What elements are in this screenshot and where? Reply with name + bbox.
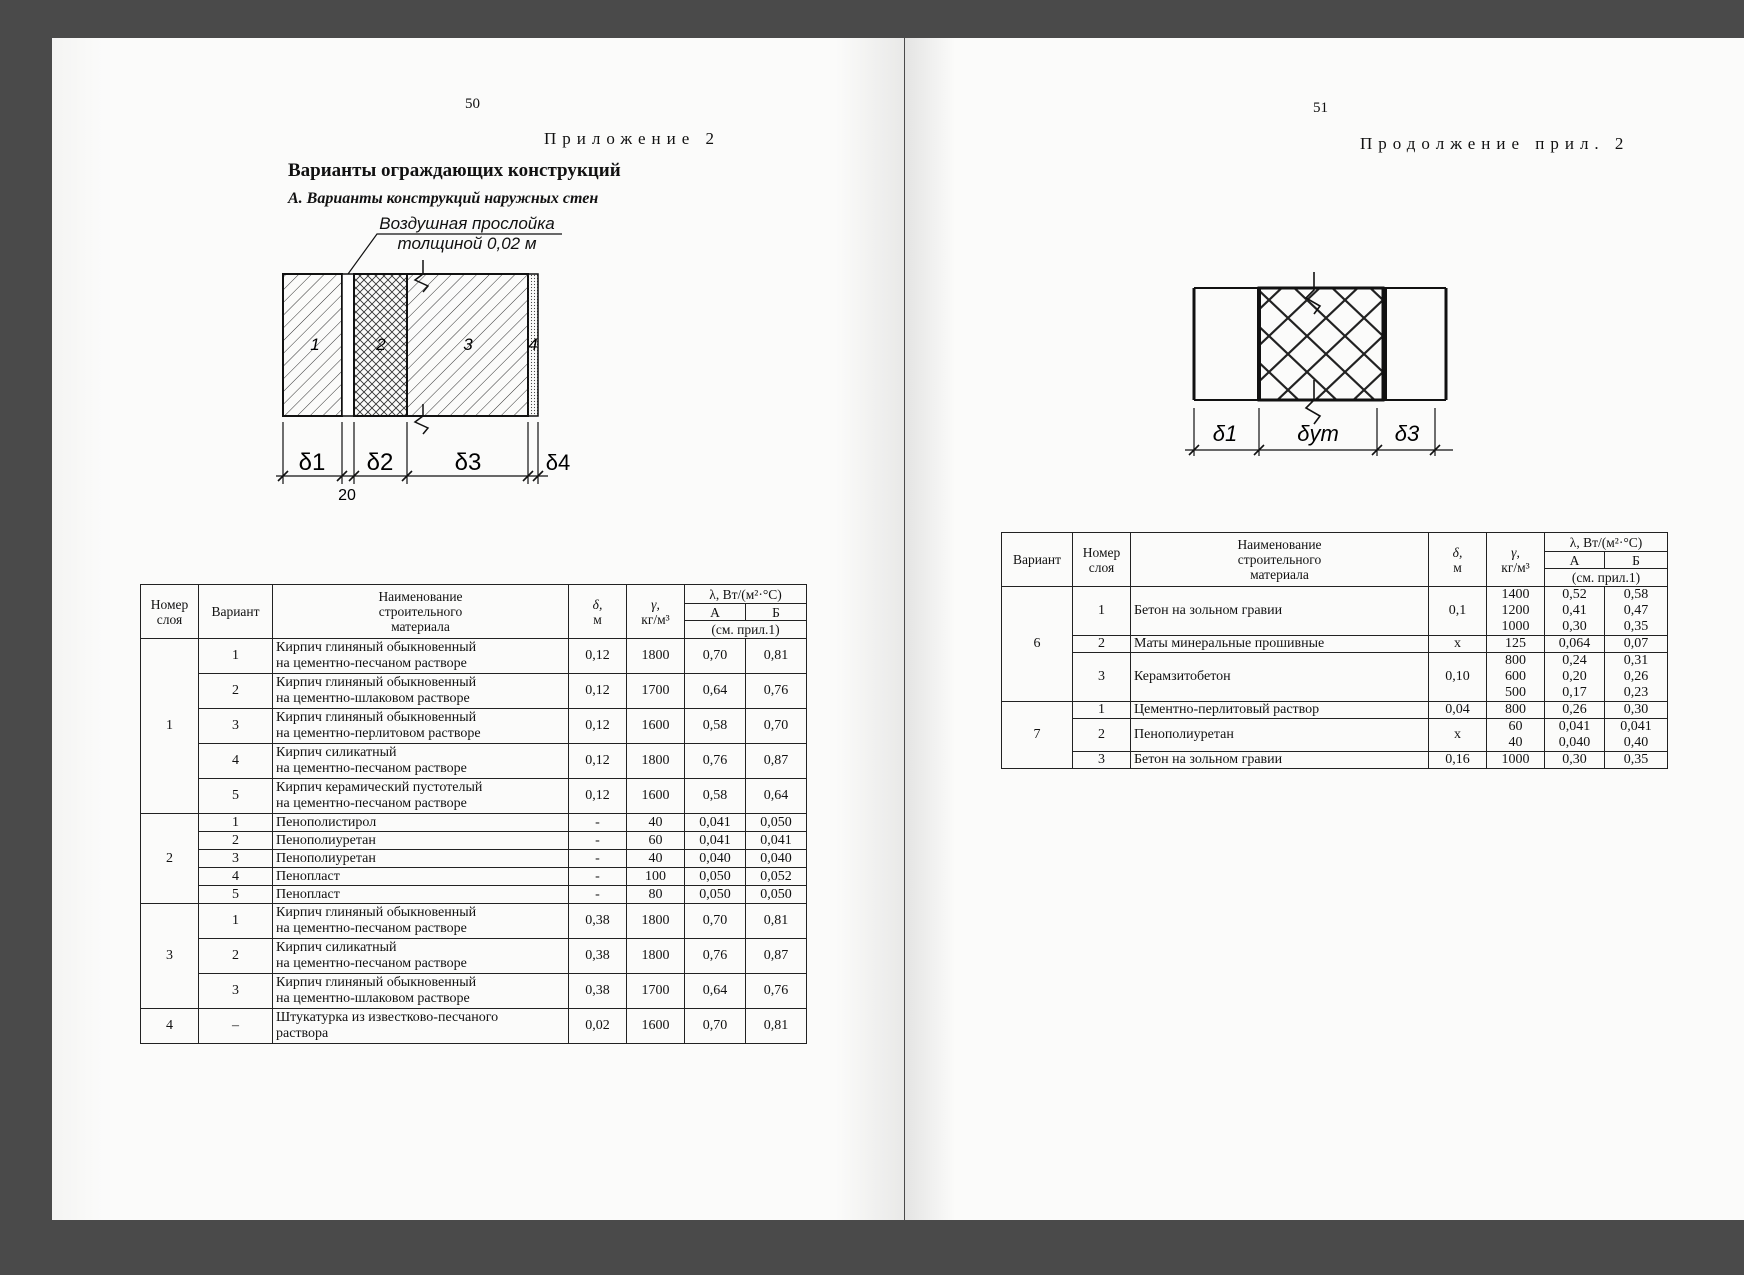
layer-number-cell: 3 (1073, 653, 1131, 702)
lambda-b-cell: 0,76 (746, 674, 807, 709)
col-header-a: А (685, 604, 746, 621)
lambda-b-cell: 0,041 (746, 832, 807, 850)
page-number: 50 (465, 96, 480, 112)
lambda-a-cell: 0,76 (685, 744, 746, 779)
layer-number-cell: 1 (1073, 702, 1131, 719)
air-gap (342, 274, 354, 416)
gamma-cell: 40 (627, 814, 685, 832)
variant-cell: – (199, 1009, 273, 1044)
table-row (141, 709, 807, 744)
gamma-cell: 1800 (627, 939, 685, 974)
lambda-a-cell: 0,64 (685, 974, 746, 1009)
lambda-a-cell: 0,050 (685, 868, 746, 886)
col-header-gamma: γ, кг/м³ (627, 585, 685, 639)
variant-cell: 2 (199, 832, 273, 850)
layer-number-cell: 2 (141, 814, 199, 904)
material-cell: Бетон на зольном гравии (1131, 587, 1429, 636)
lambda-b-cell: 0,041 0,40 (1605, 719, 1668, 752)
lambda-b-cell: 0,64 (746, 779, 807, 814)
section-title: Варианты ограждающих конструкций (288, 160, 621, 181)
dim-label-delta1: δ1 (1212, 421, 1238, 446)
delta-cell: - (569, 850, 627, 868)
material-cell: Кирпич силикатный на цементно-песчаном растворе (273, 744, 569, 779)
col-header-lambda: λ, Вт/(м²·°С) (1545, 533, 1668, 552)
layer-label-4: 4 (528, 335, 538, 354)
delta-cell: 0,38 (569, 974, 627, 1009)
gamma-cell: 1600 (627, 709, 685, 744)
lambda-a-cell: 0,050 (685, 886, 746, 904)
table-row (141, 904, 807, 939)
col-header-delta: δ, м (1429, 533, 1487, 587)
lambda-a-cell: 0,58 (685, 779, 746, 814)
gamma-cell: 100 (627, 868, 685, 886)
gamma-cell: 1800 (627, 744, 685, 779)
gamma-cell: 1400 1200 1000 (1487, 587, 1545, 636)
delta-cell: - (569, 886, 627, 904)
variant-cell: 1 (199, 814, 273, 832)
layer-number-cell: 2 (1073, 719, 1131, 752)
gamma-cell: 60 (627, 832, 685, 850)
col-header-note: (см. прил.1) (685, 621, 807, 639)
col-header-variant: Вариант (1002, 533, 1073, 587)
lambda-a-cell: 0,041 0,040 (1545, 719, 1605, 752)
lambda-b-cell: 0,76 (746, 974, 807, 1009)
variant-cell: 2 (199, 674, 273, 709)
delta-cell: x (1429, 719, 1487, 752)
delta-cell: - (569, 832, 627, 850)
lambda-a-cell: 0,58 (685, 709, 746, 744)
lambda-a-cell: 0,064 (1545, 636, 1605, 653)
layer-label-1: 1 (310, 335, 320, 354)
variant-cell: 5 (199, 886, 273, 904)
material-cell: Штукатурка из известково-песчаного раствора (273, 1009, 569, 1044)
table-row (141, 779, 807, 814)
material-cell: Кирпич силикатный на цементно-песчаном растворе (273, 939, 569, 974)
dim-label-delta1: δ1 (298, 449, 326, 476)
gamma-cell: 1600 (627, 779, 685, 814)
lambda-a-cell: 0,70 (685, 1009, 746, 1044)
layer-label-3: 3 (463, 335, 473, 354)
lambda-b-cell: 0,040 (746, 850, 807, 868)
air-gap-annotation: Воздушная прослойка толщиной 0,02 м (379, 214, 555, 253)
lambda-b-cell: 0,30 (1605, 702, 1668, 719)
material-cell: Кирпич керамический пустотелый на цементно-песчаном растворе (273, 779, 569, 814)
material-cell: Кирпич глиняный обыкновенный на цементно-песчаном растворе (273, 639, 569, 674)
material-cell: Маты минеральные прошивные (1131, 636, 1429, 653)
lambda-a-cell: 0,24 0,20 0,17 (1545, 653, 1605, 702)
lambda-b-cell: 0,87 (746, 744, 807, 779)
lambda-b-cell: 0,81 (746, 1009, 807, 1044)
table-row (141, 939, 807, 974)
material-cell: Цементно-перлитовый раствор (1131, 702, 1429, 719)
delta-cell: 0,02 (569, 1009, 627, 1044)
table-row (1002, 587, 1668, 636)
variant-cell: 5 (199, 779, 273, 814)
col-header-layer: Номер слоя (1073, 533, 1131, 587)
continuation-label: Продолжение прил. 2 (1360, 134, 1630, 153)
col-header-note: (см. прил.1) (1545, 569, 1668, 587)
layer-number-cell: 3 (141, 904, 199, 1009)
lambda-a-cell: 0,70 (685, 904, 746, 939)
delta-cell: 0,12 (569, 639, 627, 674)
lambda-a-cell: 0,30 (1545, 752, 1605, 769)
table-row (141, 832, 807, 850)
col-header-a: А (1545, 552, 1605, 569)
delta-cell: - (569, 868, 627, 886)
gamma-cell: 1700 (627, 674, 685, 709)
lambda-a-cell: 0,041 (685, 814, 746, 832)
col-header-layer: Номер слоя (141, 585, 199, 639)
delta-cell: 0,04 (1429, 702, 1487, 719)
lambda-b-cell: 0,050 (746, 886, 807, 904)
lambda-b-cell: 0,70 (746, 709, 807, 744)
lambda-a-cell: 0,64 (685, 674, 746, 709)
material-cell: Кирпич глиняный обыкновенный на цементно-перлитовом растворе (273, 709, 569, 744)
table-row (141, 674, 807, 709)
table-row (1002, 719, 1668, 752)
dim-label-delta4: δ4 (545, 450, 571, 475)
right-page (905, 38, 1744, 1220)
variant-cell: 7 (1002, 702, 1073, 769)
delta-cell: x (1429, 636, 1487, 653)
variant-cell: 1 (199, 904, 273, 939)
appendix-label: Приложение 2 (544, 129, 720, 148)
lambda-b-cell: 0,81 (746, 904, 807, 939)
delta-cell: 0,1 (1429, 587, 1487, 636)
layer-number-cell: 2 (1073, 636, 1131, 653)
lambda-a-cell: 0,70 (685, 639, 746, 674)
variant-cell: 4 (199, 744, 273, 779)
col-header-delta: δ, м (569, 585, 627, 639)
delta-cell: 0,16 (1429, 752, 1487, 769)
material-cell: Кирпич глиняный обыкновенный на цементно-шлаковом растворе (273, 974, 569, 1009)
table-row (141, 814, 807, 832)
sandwich-wall-figure (1155, 228, 1515, 458)
lambda-b-cell: 0,81 (746, 639, 807, 674)
page-number: 51 (1313, 100, 1328, 116)
material-cell: Бетон на зольном гравии (1131, 752, 1429, 769)
layer-number-cell: 4 (141, 1009, 199, 1044)
variant-cell: 4 (199, 868, 273, 886)
gamma-cell: 125 (1487, 636, 1545, 653)
lambda-b-cell: 0,052 (746, 868, 807, 886)
variant-cell: 3 (199, 709, 273, 744)
lambda-b-cell: 0,07 (1605, 636, 1668, 653)
table-row (1002, 653, 1668, 702)
table-row (141, 850, 807, 868)
gamma-cell: 1700 (627, 974, 685, 1009)
col-header-material: Наименование строительного материала (273, 585, 569, 639)
table-row (1002, 752, 1668, 769)
col-header-b: Б (1605, 552, 1668, 569)
table-row (141, 886, 807, 904)
material-cell: Пенополиуретан (273, 832, 569, 850)
col-header-variant: Вариант (199, 585, 273, 639)
delta-cell: 0,38 (569, 939, 627, 974)
layer-number-cell: 3 (1073, 752, 1131, 769)
table-row (1002, 702, 1668, 719)
gamma-cell: 60 40 (1487, 719, 1545, 752)
delta-cell: 0,38 (569, 904, 627, 939)
materials-table (140, 584, 807, 1044)
table-row (141, 639, 807, 674)
col-header-material: Наименование строительного материала (1131, 533, 1429, 587)
material-cell: Кирпич глиняный обыкновенный на цементно-песчаном растворе (273, 904, 569, 939)
lambda-b-cell: 0,58 0,47 0,35 (1605, 587, 1668, 636)
lambda-b-cell: 0,31 0,26 0,23 (1605, 653, 1668, 702)
dim-label-delta3: δ3 (1394, 421, 1420, 446)
lambda-b-cell: 0,35 (1605, 752, 1668, 769)
variant-cell: 3 (199, 850, 273, 868)
delta-cell: 0,12 (569, 779, 627, 814)
table-row (141, 868, 807, 886)
lambda-a-cell: 0,040 (685, 850, 746, 868)
table-row (141, 744, 807, 779)
variant-cell: 3 (199, 974, 273, 1009)
material-cell: Керамзитобетон (1131, 653, 1429, 702)
material-cell: Пенополиуретан (1131, 719, 1429, 752)
material-cell: Пенопласт (273, 868, 569, 886)
gamma-cell: 1800 (627, 639, 685, 674)
insulation-layer (1259, 288, 1383, 400)
material-cell: Пенополиуретан (273, 850, 569, 868)
gamma-cell: 800 600 500 (1487, 653, 1545, 702)
section-subtitle: А. Варианты конструкций наружных стен (288, 190, 599, 207)
layer-number-cell: 1 (1073, 587, 1131, 636)
gamma-cell: 80 (627, 886, 685, 904)
delta-cell: 0,12 (569, 674, 627, 709)
dim-label-delta2: δ2 (366, 449, 394, 476)
gamma-cell: 1800 (627, 904, 685, 939)
material-cell: Кирпич глиняный обыкновенный на цементно-шлаковом растворе (273, 674, 569, 709)
dim-label-delta3: δ3 (454, 449, 482, 476)
gap-label: 20 (338, 487, 356, 504)
delta-cell: 0,10 (1429, 653, 1487, 702)
delta-cell: 0,12 (569, 744, 627, 779)
layer-number-cell: 1 (141, 639, 199, 814)
table-row (1002, 636, 1668, 653)
table-row (141, 974, 807, 1009)
dim-label-delta-ins: δут (1297, 421, 1339, 446)
lambda-a-cell: 0,26 (1545, 702, 1605, 719)
lambda-b-cell: 0,87 (746, 939, 807, 974)
lambda-a-cell: 0,76 (685, 939, 746, 974)
lambda-b-cell: 0,050 (746, 814, 807, 832)
materials-table-continued (1001, 532, 1668, 769)
col-header-lambda: λ, Вт/(м²·°С) (685, 585, 807, 604)
material-cell: Пенопласт (273, 886, 569, 904)
lambda-a-cell: 0,041 (685, 832, 746, 850)
delta-cell: - (569, 814, 627, 832)
col-header-b: Б (746, 604, 807, 621)
gamma-cell: 40 (627, 850, 685, 868)
gamma-cell: 800 (1487, 702, 1545, 719)
variant-cell: 6 (1002, 587, 1073, 702)
layer-label-2: 2 (376, 335, 386, 354)
delta-cell: 0,12 (569, 709, 627, 744)
table-row (141, 1009, 807, 1044)
left-page (52, 38, 904, 1220)
gamma-cell: 1600 (627, 1009, 685, 1044)
gamma-cell: 1000 (1487, 752, 1545, 769)
col-header-gamma: γ, кг/м³ (1487, 533, 1545, 587)
variant-cell: 1 (199, 639, 273, 674)
material-cell: Пенополистирол (273, 814, 569, 832)
lambda-a-cell: 0,52 0,41 0,30 (1545, 587, 1605, 636)
variant-cell: 2 (199, 939, 273, 974)
